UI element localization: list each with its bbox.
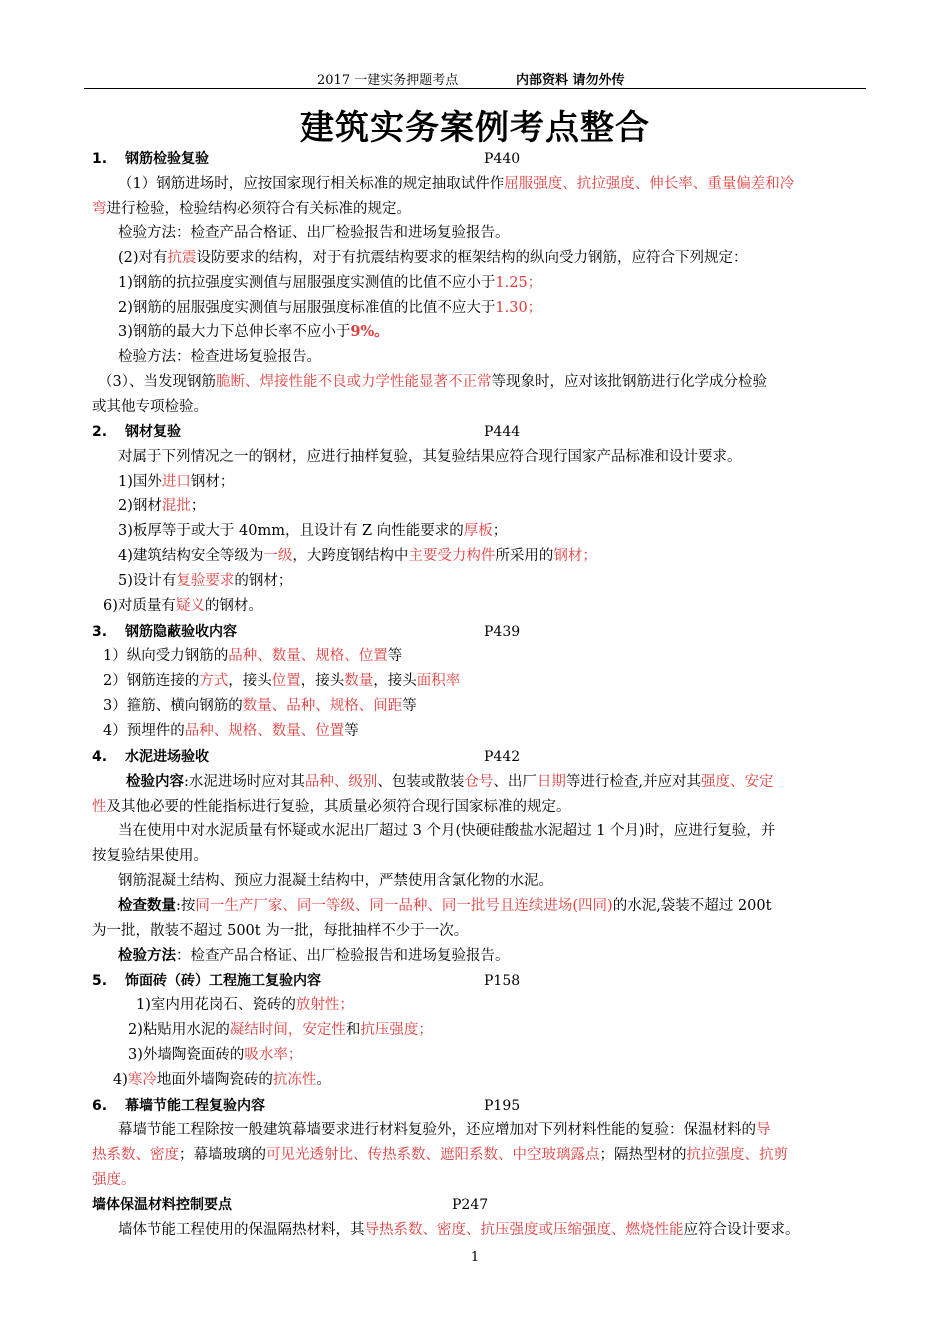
text-run: 导热系数、密度、抗压强度或压缩强度、燃烧性能 xyxy=(364,1222,684,1238)
section-heading-5 xyxy=(92,969,867,994)
list-item xyxy=(113,1068,888,1093)
text-run: 性 xyxy=(92,799,107,815)
text-run: 数量 xyxy=(344,673,374,689)
text-run: P439 xyxy=(484,624,521,640)
section-heading-1 xyxy=(92,147,867,172)
text-run: 混批 xyxy=(161,498,191,514)
paragraph-line xyxy=(118,1218,868,1243)
paragraph-line xyxy=(118,296,893,321)
text-run: 、出厂 xyxy=(493,774,537,790)
header-right: 内部资料 请勿外传 xyxy=(516,73,625,88)
paragraph-line xyxy=(118,320,893,345)
text-run: 6)对质量有 xyxy=(103,598,176,614)
text-run: ，接头 xyxy=(228,673,272,689)
text-run: 应符合设计要求。 xyxy=(683,1222,800,1238)
list-item xyxy=(103,669,878,694)
header-left: 2017 一建实务押题考点 xyxy=(317,73,459,88)
text-run: P195 xyxy=(484,1098,521,1114)
text-run: P247 xyxy=(452,1197,489,1213)
list-item xyxy=(118,470,893,495)
text-run: 主要受力构件 xyxy=(408,548,496,564)
text-run: :按 xyxy=(176,898,196,914)
paragraph-line: 钢筋混凝土结构、预应力混凝土结构中，严禁使用含氯化物的水泥。 xyxy=(118,873,553,889)
page-title: 建筑实务案例考点整合 xyxy=(300,108,650,148)
list-item xyxy=(128,1018,903,1043)
text-run: 所采用的 xyxy=(495,548,554,564)
text-run: 幕墙节能工程除按一般建筑幕墙要求进行材料复验外，还应增加对下列材料性能的复验：保温材料的 xyxy=(118,1122,756,1138)
text-run: 1)室内用花岗石、瓷砖的 xyxy=(136,997,296,1013)
paragraph-line xyxy=(92,197,867,222)
text-run: （1）钢筋进场时，应按国家现行相关标准的规定抽取试件作 xyxy=(118,176,505,192)
text-run: 厚板 xyxy=(463,523,493,539)
list-item xyxy=(128,1043,903,1068)
text-run: 地面外墙陶瓷砖的 xyxy=(156,1072,273,1088)
text-run: 5)设计有 xyxy=(118,573,177,589)
text-run: :水泥进场时应对其 xyxy=(184,774,305,790)
text-run: 1.30； xyxy=(495,300,543,316)
text-run: 2)钢材 xyxy=(118,498,162,514)
text-run: 等 xyxy=(344,723,359,739)
paragraph-line xyxy=(118,172,893,197)
text-run: 抗震 xyxy=(167,250,197,266)
text-run: ；幕墙玻璃的 xyxy=(179,1147,266,1163)
text-run: 强度。 xyxy=(92,1172,136,1188)
paragraph-line: 检验方法：检查进场复验报告。 xyxy=(118,349,321,365)
paragraph-line xyxy=(92,1168,867,1193)
paragraph-line xyxy=(92,795,867,820)
text-run: ； xyxy=(190,498,206,514)
text-run: 品种、规格、数量、位置 xyxy=(184,723,345,739)
text-run: 进行检验，检验结构必须符合有关标准的规定。 xyxy=(106,201,411,217)
text-run: 3)外墙陶瓷面砖的 xyxy=(128,1047,245,1063)
page-number: 1 xyxy=(470,1250,480,1265)
text-run: P158 xyxy=(484,973,521,989)
text-run: 4) xyxy=(113,1072,128,1088)
text-run: ；隔热型材的 xyxy=(599,1147,687,1163)
paragraph-line: 按复验结果使用。 xyxy=(92,848,208,864)
text-run: 1）纵向受力钢筋的 xyxy=(103,648,229,664)
text-run: 墙体保温材料控制要点 xyxy=(92,1197,232,1213)
text-run: 进口 xyxy=(161,474,191,490)
text-run: 2)粘贴用水泥的 xyxy=(128,1022,230,1038)
text-run: 放射性； xyxy=(295,997,354,1013)
section-heading-7 xyxy=(92,1193,867,1218)
page-header xyxy=(84,68,866,89)
text-run: 可见光透射比、传热系数、遮阳系数、中空玻璃露点 xyxy=(266,1147,600,1163)
text-run: 4. xyxy=(92,749,108,765)
text-run: 1. xyxy=(92,151,108,167)
paragraph-line xyxy=(118,246,893,271)
text-run: 仓号 xyxy=(464,774,494,790)
text-run: 的钢材； xyxy=(234,573,293,589)
text-run: 品种、数量、规格、位置 xyxy=(228,648,388,664)
text-run: 的钢材。 xyxy=(204,598,263,614)
text-run: 饰面砖（砖）工程施工复验内容 xyxy=(125,973,321,989)
text-run: 1.25； xyxy=(495,275,543,291)
list-item xyxy=(118,569,893,594)
list-item xyxy=(118,544,893,569)
text-run: 和 xyxy=(345,1022,361,1038)
text-run: (2)对有 xyxy=(118,250,168,266)
section-heading-4 xyxy=(92,745,867,770)
text-run: 抗拉强度、抗剪 xyxy=(686,1147,788,1163)
text-run: 检验内容 xyxy=(126,773,184,790)
text-run: 寒冷 xyxy=(127,1072,157,1088)
text-run: 导 xyxy=(756,1122,771,1138)
text-run: 凝结时间，安定性 xyxy=(229,1022,346,1038)
text-run: 钢筋隐蔽验收内容 xyxy=(125,624,237,640)
text-run: 检验方法 xyxy=(118,947,176,964)
list-item xyxy=(118,494,893,519)
section-heading-6 xyxy=(92,1094,867,1119)
text-run: 等进行检查,并应对其 xyxy=(565,774,701,790)
text-run: 3)板厚等于或大于 40mm，且设计有 Z 向性能要求的 xyxy=(118,523,464,539)
paragraph-line xyxy=(98,370,873,395)
text-run: ：检查产品合格证、出厂检验报告和进场复验报告。 xyxy=(176,948,510,964)
text-run: 9%。 xyxy=(350,323,389,340)
text-run: ，接头 xyxy=(300,673,345,689)
text-run: 抗冻性 xyxy=(272,1072,317,1088)
text-run: 热系数、密度 xyxy=(92,1147,179,1163)
text-run: 吸水率； xyxy=(244,1047,303,1063)
text-run: （3）、当发现钢筋 xyxy=(98,374,216,390)
paragraph-line: 检验方法：检查产品合格证、出厂检验报告和进场复验报告。 xyxy=(118,225,510,241)
text-run: ，大跨度钢结构中 xyxy=(292,548,409,564)
text-run: 3. xyxy=(92,624,108,640)
section-heading-3 xyxy=(92,620,867,645)
list-item xyxy=(103,594,878,619)
section-heading-2 xyxy=(92,420,867,445)
text-run: 1)钢筋的抗拉强度实测值与屈服强度实测值的比值不应小于 xyxy=(118,275,496,291)
text-run: 日期 xyxy=(536,774,566,790)
text-run: ，接头 xyxy=(373,673,417,689)
paragraph-line xyxy=(118,894,893,919)
text-run: 检查数量 xyxy=(118,897,176,914)
text-run: 抗压强度； xyxy=(360,1022,433,1038)
text-run: 品种、级别 xyxy=(304,774,378,790)
text-run: 数量、品种、规格、间距 xyxy=(242,698,403,714)
text-run: 4)建筑结构安全等级为 xyxy=(118,548,264,564)
text-run: 疑义 xyxy=(175,598,205,614)
text-run: 钢材复验 xyxy=(125,424,181,440)
paragraph-line xyxy=(118,1118,866,1143)
text-run: 3)钢筋的最大力下总伸长率不应小于 xyxy=(118,324,351,340)
text-run: 1)国外 xyxy=(118,474,162,490)
list-item xyxy=(103,694,878,719)
paragraph-line: 对属于下列情况之一的钢材，应进行抽样复验，其复验结果应符合现行国家产品标准和设计要求。 xyxy=(118,449,742,465)
text-run: 及其他必要的性能指标进行复验，其质量必须符合现行国家标准的规定。 xyxy=(106,799,571,815)
paragraph-line: 或其他专项检验。 xyxy=(92,399,208,415)
text-run: 同一生产厂家、同一等级、同一品种、同一批号且连续进场(四同) xyxy=(195,898,613,914)
text-run: 设防要求的结构，对于有抗震结构要求的框架结构的纵向受力钢筋，应符合下列规定： xyxy=(196,250,748,266)
text-run: P444 xyxy=(484,424,521,440)
text-run: 面积率 xyxy=(416,673,461,689)
text-run: 2. xyxy=(92,424,108,440)
text-run: 方式 xyxy=(199,673,229,689)
list-item xyxy=(118,519,893,544)
text-run: 弯 xyxy=(92,201,107,217)
text-run: 复验要求 xyxy=(176,573,235,589)
text-run: 的水泥,袋装不超过 200t xyxy=(612,898,772,914)
text-run: 。 xyxy=(316,1072,331,1088)
text-run: 墙体节能工程使用的保温隔热材料，其 xyxy=(118,1222,365,1238)
text-run: 等 xyxy=(402,698,417,714)
text-run: 屈服强度、抗拉强度、伸长率、重量偏差和冷 xyxy=(504,176,795,192)
text-run: 脆断、焊接性能不良或力学性能显著不正常 xyxy=(215,374,492,390)
paragraph-line xyxy=(92,1143,867,1168)
paragraph-line xyxy=(118,271,893,296)
paragraph-line: 当在使用中对水泥质量有怀疑或水泥出厂超过 3 个月(快硬硅酸盐水泥超过 1 个月)时，应进行复验，并 xyxy=(118,823,776,839)
text-run: 一级 xyxy=(263,548,293,564)
text-run: 4）预埋件的 xyxy=(103,723,185,739)
paragraph-line xyxy=(118,944,893,969)
text-run: 钢筋检验复验 xyxy=(125,151,209,167)
text-run: 等现象时，应对该批钢筋进行化学成分检验 xyxy=(491,374,767,390)
text-run: 等 xyxy=(387,648,403,664)
text-run: 位置 xyxy=(271,673,301,689)
text-run: 6. xyxy=(92,1098,108,1114)
text-run: ； xyxy=(492,523,508,539)
text-run: 幕墙节能工程复验内容 xyxy=(125,1098,265,1114)
paragraph-line: 为一批，散装不超过 500t 为一批，每批抽样不少于一次。 xyxy=(92,923,469,939)
text-run: P440 xyxy=(484,151,521,167)
text-run: 水泥进场验收 xyxy=(125,749,209,765)
text-run: 强度、安定 xyxy=(701,774,774,790)
list-item xyxy=(136,993,911,1018)
text-run: 2)钢筋的屈服强度实测值与屈服强度标准值的比值不应大于 xyxy=(118,300,496,316)
text-run: 2）钢筋连接的 xyxy=(103,673,200,689)
list-item xyxy=(103,719,878,744)
text-run: 3）箍筋、横向钢筋的 xyxy=(103,698,243,714)
text-run: 钢材； xyxy=(553,548,597,564)
text-run: 、包装或散装 xyxy=(377,774,465,790)
text-run: P442 xyxy=(484,749,521,765)
text-run: 5. xyxy=(92,973,108,989)
paragraph-line xyxy=(126,770,866,795)
text-run: 钢材； xyxy=(190,474,235,490)
list-item xyxy=(103,644,878,669)
